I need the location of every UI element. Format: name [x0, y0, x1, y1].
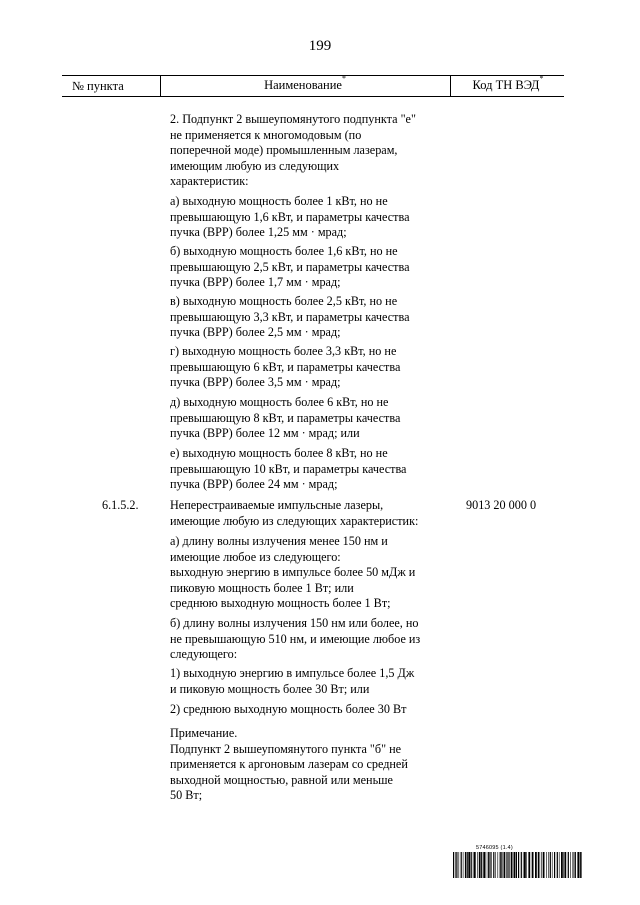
- note-continuation: 2. Подпункт 2 вышеупомянутого подпункта "е" не применяется к многомодовым (по поперечной моде) промышленным лазерам, имеющим любую из следующих характеристик:: [170, 112, 416, 189]
- barcode-number: 5746095 (1.4): [476, 845, 513, 851]
- table-header: [62, 75, 564, 97]
- item-g: г) выходную мощность более 3,3 кВт, но не превышающую 6 кВт, и параметры качества пучка (BPP) более 3,5 мм · мрад;: [170, 344, 401, 390]
- header-col-number: № пункта: [72, 79, 124, 93]
- row-subitem-2: 2) среднюю выходную мощность более 30 Вт: [170, 702, 407, 716]
- row-title: Неперестраиваемые импульсные лазеры, имеющие любую из следующих характеристик:: [170, 498, 419, 528]
- row-item-b: б) длину волны излучения 150 нм или более, но не превышающую 510 нм, и имеющие любое из следующего:: [170, 616, 421, 662]
- item-d: д) выходную мощность более 6 кВт, но не превышающую 8 кВт, и параметры качества пучка (BPP) более 12 мм · мрад; или: [170, 395, 401, 441]
- barcode-icon: [453, 852, 583, 878]
- header-col-name: Наименование*: [264, 74, 346, 92]
- page-number: 199: [308, 38, 332, 54]
- item-b: б) выходную мощность более 1,6 кВт, но не превышающую 2,5 кВт, и параметры качества пучка (BPP) более 1,7 мм · мрад;: [170, 244, 410, 290]
- header-col-code: Код ТН ВЭД*: [450, 76, 565, 96]
- item-v: в) выходную мощность более 2,5 кВт, но не превышающую 3,3 кВт, и параметры качества пучка (BPP) более 2,5 мм · мрад;: [170, 294, 410, 340]
- item-e: е) выходную мощность более 8 кВт, но не превышающую 10 кВт, и параметры качества пучка (BPP) более 24 мм · мрад;: [170, 446, 407, 492]
- row-item-a: а) длину волны излучения менее 150 нм и имеющие любое из следующего: выходную энергию в импульсе более 50 мДж и пиковую мощность более 1 Вт; или среднюю выходную мощность более 1 Вт;: [170, 534, 416, 611]
- row-code: 9013 20 000 0: [466, 498, 537, 512]
- row-number: 6.1.5.2.: [102, 498, 139, 512]
- item-a: а) выходную мощность более 1 кВт, но не превышающую 1,6 кВт, и параметры качества пучка (BPP) более 1,25 мм · мрад;: [170, 194, 410, 240]
- row-note: Примечание. Подпункт 2 вышеупомянутого пункта "б" не применяется к аргоновым лазерам со средней выходной мощностью, равной или меньше 50 Вт;: [170, 726, 408, 803]
- row-subitem-1: 1) выходную энергию в импульсе более 1,5 Дж и пиковую мощность более 30 Вт; или: [170, 666, 415, 696]
